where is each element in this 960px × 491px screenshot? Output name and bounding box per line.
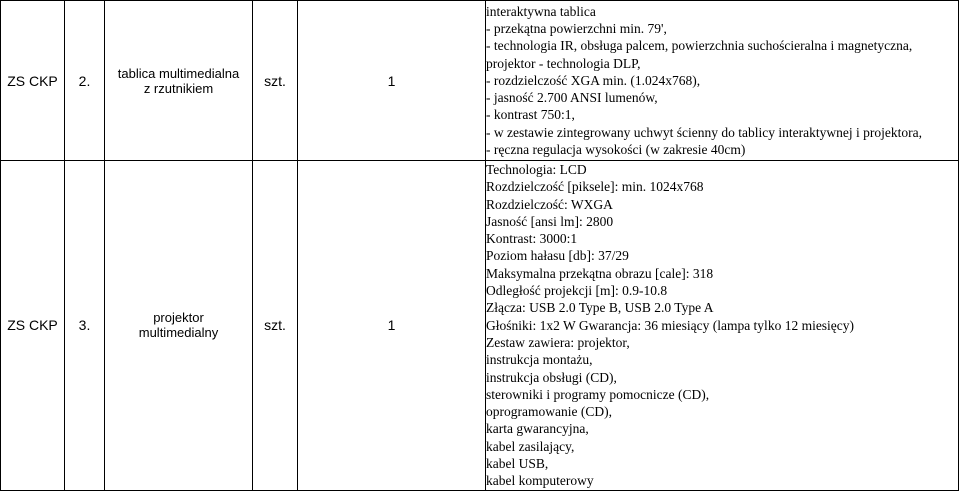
description-line: instrukcja obsługi (CD),: [486, 369, 617, 385]
description-line: sterowniki i programy pomocnicze (CD),: [486, 386, 710, 402]
description-line: Rozdzielczość: WXGA: [486, 196, 613, 212]
table-row: [1, 161, 959, 491]
description-line: karta gwarancyjna,: [486, 421, 589, 437]
item-unit: szt.: [253, 161, 298, 491]
item-description: [486, 1, 959, 161]
description-line: - technologia IR, obsługa palcem, powierzchnia suchościeralna i magnetyczna,: [486, 38, 913, 54]
description-line: - w zestawie zintegrowany uchwyt ścienny do tablicy interaktywnej i projektora,: [486, 124, 922, 140]
description-line: - ręczna regulacja wysokości (w zakresie 40cm): [486, 142, 746, 158]
description-line: - kontrast 750:1,: [486, 107, 575, 123]
description-line: - rozdzielczość XGA min. (1.024x768),: [486, 72, 701, 88]
description-line: kabel USB,: [486, 456, 549, 472]
item-name-line: multimedialny: [138, 325, 219, 341]
description-line: interaktywna tablica: [486, 3, 596, 19]
description-line: Poziom hałasu [db]: 37/29: [486, 248, 629, 264]
description-line: Złącza: USB 2.0 Type B, USB 2.0 Type A: [486, 300, 714, 316]
table-row: [1, 1, 959, 161]
item-quantity: 1: [298, 1, 486, 161]
item-code: ZS CKP: [1, 161, 65, 491]
description-line: Jasność [ansi lm]: 2800: [486, 213, 614, 229]
item-unit: szt.: [253, 1, 298, 161]
description-line: kabel komputerowy: [486, 473, 594, 489]
description-line: Głośniki: 1x2 W Gwarancja: 36 miesiący (lampa tylko 12 miesięcy): [486, 317, 855, 333]
item-quantity: 1: [298, 161, 486, 491]
item-number: 2.: [65, 1, 105, 161]
description-line: Zestaw zawiera: projektor,: [486, 334, 630, 350]
item-name-line: tablica multimedialna: [117, 65, 240, 81]
description-line: - przekątna powierzchni min. 79',: [486, 20, 667, 36]
description-line: Technologia: LCD: [486, 162, 587, 177]
item-name-line: z rzutnikiem: [143, 80, 214, 96]
description-line: Maksymalna przekątna obrazu [cale]: 318: [486, 265, 714, 281]
description-line: projektor - technologia DLP,: [486, 55, 641, 71]
description-line: Kontrast: 3000:1: [486, 231, 578, 247]
item-name: [105, 1, 253, 161]
description-line: Rozdzielczość [piksele]: min. 1024x768: [486, 179, 704, 195]
item-name-line: projektor: [153, 310, 204, 326]
description-line: - jasność 2.700 ANSI lumenów,: [486, 90, 658, 106]
item-code: ZS CKP: [1, 1, 65, 161]
description-line: instrukcja montażu,: [486, 352, 593, 368]
description-line: oprogramowanie (CD),: [486, 404, 612, 420]
item-name: [105, 161, 253, 491]
description-line: kabel zasilający,: [486, 438, 575, 454]
item-number: 3.: [65, 161, 105, 491]
description-line: Odległość projekcji [m]: 0.9-10.8: [486, 283, 668, 299]
item-description: [486, 161, 959, 491]
